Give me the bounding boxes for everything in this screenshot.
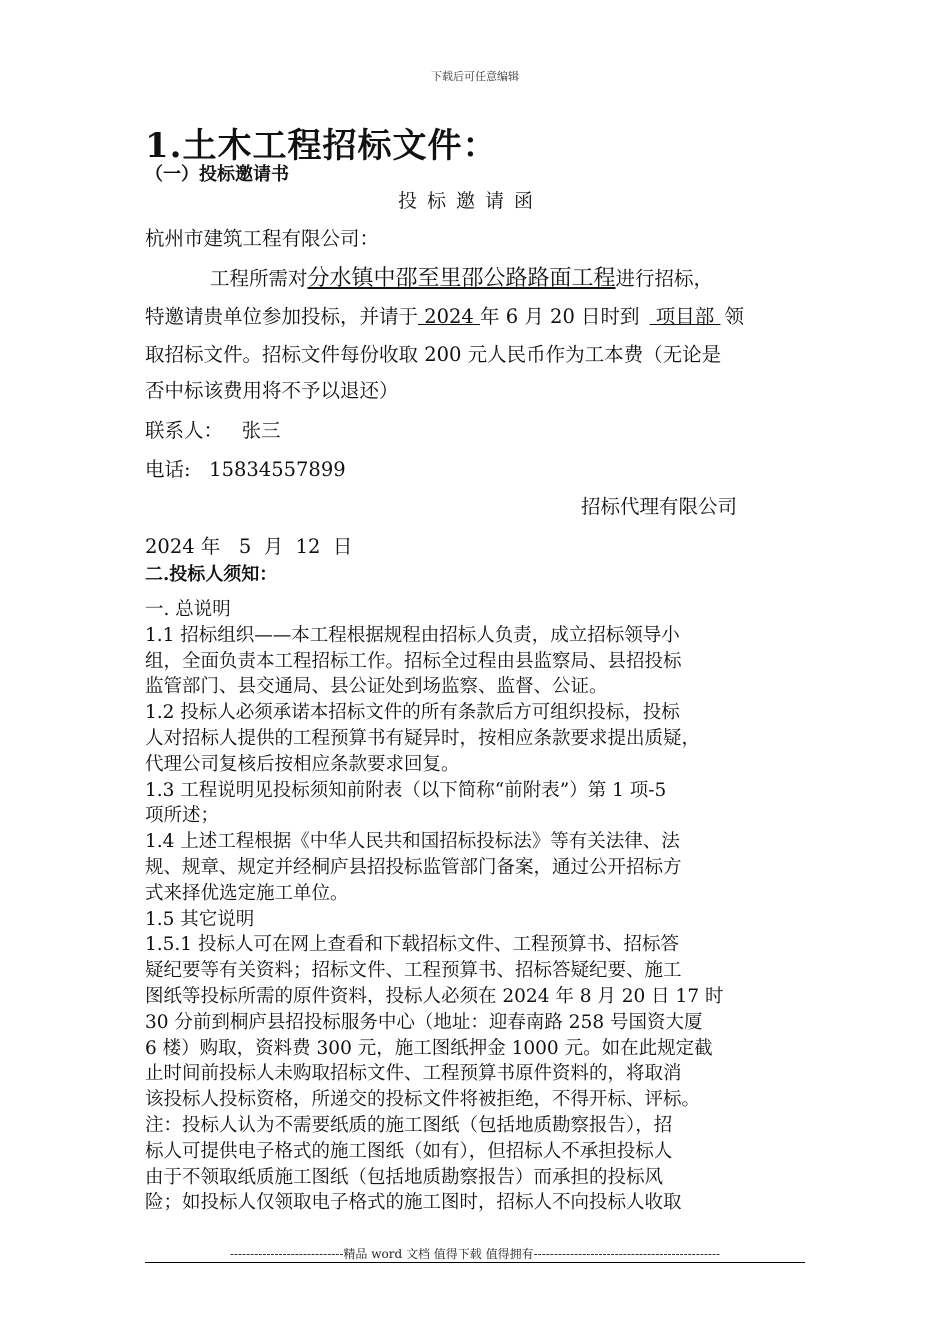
notice-line: 由于不领取纸质施工图纸（包括地质勘察报告）而承担的投标风 <box>145 1166 664 1188</box>
notice-line: 规、规章、规定并经桐庐县招投标监管部门备案，通过公开招标方 <box>145 856 682 878</box>
letter-line-1-a: 工程所需对 <box>210 267 308 290</box>
notice-line: 疑纪要等有关资料；招标文件、工程预算书、招标答疑纪要、施工 <box>145 960 682 982</box>
notice-line: 1.3 工程说明见投标须知前附表（以下简称“前附表”）第 1 项-5 <box>145 779 667 801</box>
notice-line: 1.2 投标人必须承诺本招标文件的所有条款后方可组织投标，投标 <box>145 702 680 724</box>
letter-line-2 <box>145 300 744 334</box>
footer-divider <box>145 1262 805 1263</box>
deadline-year: 2024 <box>418 305 481 328</box>
notice-line: 图纸等投标所需的原件资料，投标人必须在 2024 年 8 月 20 日 17 时 <box>145 985 724 1007</box>
letter-line-2-a: 特邀请贵单位参加投标，并请于 <box>145 305 419 328</box>
letter-line-3: 取招标文件。招标文件每份收取 200 元人民币作为工本费（无论是 <box>145 343 722 366</box>
notice-line: 代理公司复核后按相应条款要求回复。 <box>145 753 460 775</box>
project-name: 分水镇中邵至里邵公路路面工程 <box>307 266 616 291</box>
section-subtitle: （一）投标邀请书 <box>145 164 289 185</box>
notice-line: 30 分前到桐庐县招投标服务中心（地址：迎春南路 258 号国资大厦 <box>145 1011 703 1033</box>
contact-phone: 电话: 15834557899 <box>145 458 346 481</box>
letter-recipient: 杭州市建筑工程有限公司： <box>145 227 380 250</box>
notice-line: 1.4 上述工程根据《中华人民共和国招标投标法》等有关法律、法 <box>145 831 680 853</box>
signer: 招标代理有限公司 <box>581 495 738 518</box>
footer-text: ----------------------------精品 word 文档 值得下载 值得拥有---------------------------------------------- <box>229 1247 721 1261</box>
letter-heading: 投标邀请函 <box>398 190 544 212</box>
letter-date: 2024 年 5 月 12 日 <box>145 535 353 558</box>
notice-line: 组，全面负责本工程招标工作。招标全过程由县监察局、县招投标 <box>145 650 682 672</box>
letter-line-2-b: 年 6 月 20 日时到 <box>480 305 640 328</box>
letter-line-1 <box>210 262 713 296</box>
notice-line: 式来择优选定施工单位。 <box>145 882 349 904</box>
letter-line-1-b: 进行招标， <box>615 267 714 290</box>
notice-line: 6 楼）购取，资料费 300 元，施工图纸押金 1000 元。如在此规定截 <box>145 1037 713 1059</box>
notice-body <box>145 597 810 1216</box>
letter-line-4: 否中标该费用将不予以退还） <box>145 379 399 402</box>
notice-line: 险；如投标人仅领取电子格式的施工图时，招标人不向投标人收取 <box>145 1192 682 1214</box>
notice-line: 人对招标人提供的工程预算书有疑异时，按相应条款要求提出质疑， <box>145 727 701 749</box>
notice-line: 项所述； <box>145 805 220 827</box>
header-note: 下载后可任意编辑 <box>431 70 519 83</box>
notice-line: 1.5 其它说明 <box>145 908 255 930</box>
section-2-title: 二.投标人须知： <box>145 564 278 585</box>
notice-line: 一. 总说明 <box>145 599 231 620</box>
notice-line: 止时间前投标人未购取招标文件、工程预算书原件资料的，将取消 <box>145 1063 682 1085</box>
notice-line: 1.5.1 投标人可在网上查看和下载招标文件、工程预算书、招标答 <box>145 934 679 956</box>
contact-person: 联系人： 张三 <box>145 419 281 442</box>
notice-line: 1.1 招标组织——本工程根据规程由招标人负责，成立招标领导小 <box>145 624 680 646</box>
notice-line: 标人可提供电子格式的施工图纸（如有），但招标人不承担投标人 <box>145 1140 673 1162</box>
notice-line: 该投标人投标资格，所递交的投标文件将被拒绝，不得开标、评标。 <box>145 1089 701 1111</box>
notice-line: 注：投标人认为不需要纸质的施工图纸（包括地质勘察报告），招 <box>145 1114 673 1136</box>
letter-line-2-c: 领 <box>724 305 744 328</box>
notice-line: 监管部门、县交通局、县公证处到场监察、监督、公证。 <box>145 676 608 698</box>
pickup-place: 项目部 <box>649 305 721 328</box>
document-title: 1.土木工程招标文件： <box>145 126 498 166</box>
